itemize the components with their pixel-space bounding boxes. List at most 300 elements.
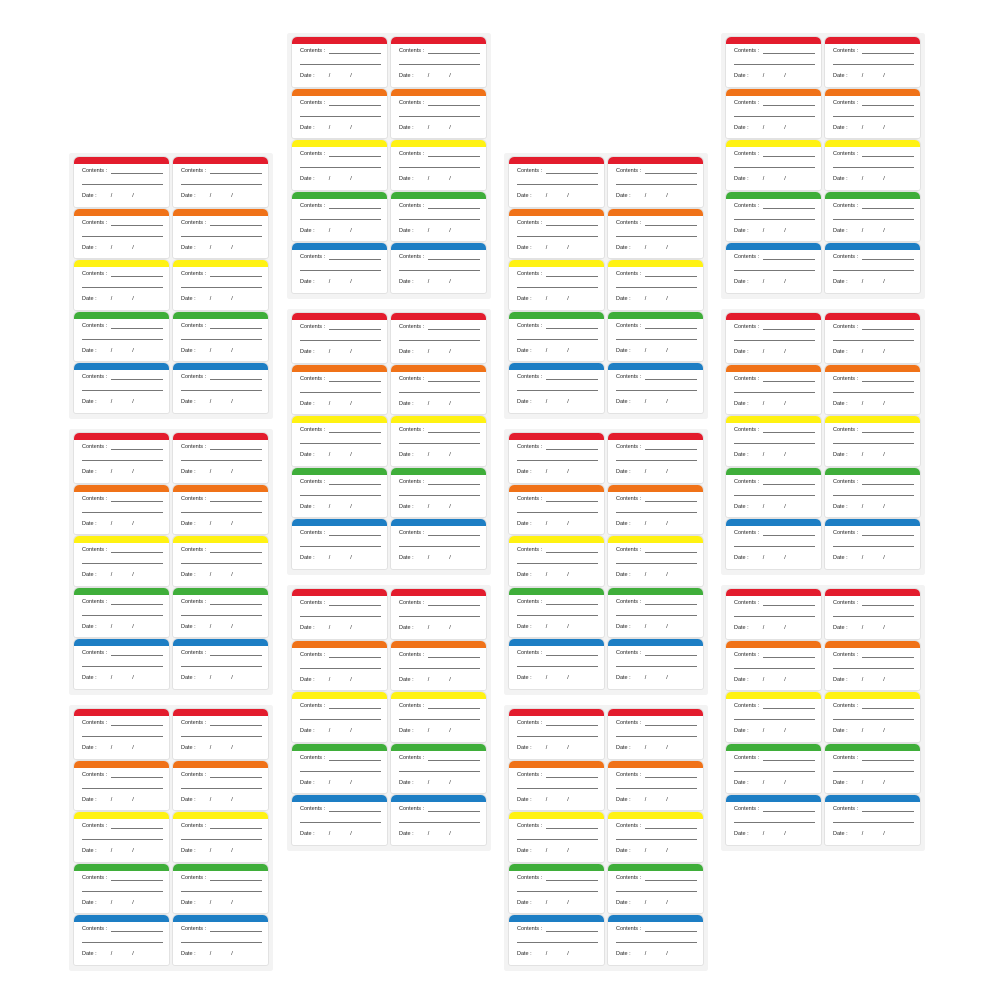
sticker-label — [508, 208, 605, 260]
date-separator: / — [545, 572, 548, 578]
contents-field — [833, 100, 914, 106]
contents-field — [517, 875, 598, 881]
contents-write-line — [763, 530, 815, 536]
contents-write-line — [428, 600, 480, 606]
contents-write-line — [329, 376, 381, 382]
label-row-yellow — [72, 535, 270, 587]
contents-second-line — [517, 563, 598, 564]
contents-label: Contents : — [181, 168, 207, 174]
date-separator: / — [545, 623, 548, 630]
date-label: Date : — [833, 728, 848, 734]
contents-second-line — [399, 668, 480, 669]
contents-label: Contents : — [517, 168, 543, 174]
date-label: Date : — [616, 675, 631, 681]
color-band — [509, 761, 604, 768]
date-separator: / — [110, 675, 113, 681]
contents-second-line — [399, 392, 480, 393]
color-band — [74, 915, 169, 922]
date-separator: / — [861, 831, 864, 837]
sticker-label — [73, 914, 170, 966]
sticker-label — [291, 36, 388, 88]
contents-label: Contents : — [399, 254, 425, 260]
date-label: Date : — [181, 399, 196, 405]
date-field — [833, 831, 914, 837]
contents-label: Contents : — [517, 823, 543, 829]
label-row-orange — [724, 88, 922, 140]
contents-label: Contents : — [734, 427, 760, 433]
contents-second-line — [833, 64, 914, 65]
contents-second-line — [616, 666, 697, 667]
date-field — [734, 780, 815, 786]
label-row-yellow — [290, 415, 488, 467]
contents-second-line — [399, 167, 480, 168]
date-separator: / — [449, 728, 451, 734]
contents-field — [82, 720, 163, 726]
date-field — [82, 572, 163, 578]
contents-field — [833, 324, 914, 330]
contents-write-line — [329, 324, 381, 330]
contents-label: Contents : — [734, 151, 760, 157]
date-separator: / — [567, 572, 569, 578]
date-separator: / — [110, 469, 113, 475]
label-sheet — [70, 154, 272, 418]
date-separator: / — [427, 555, 430, 561]
date-separator: / — [784, 831, 786, 837]
date-field — [616, 469, 697, 475]
sticker-label — [172, 638, 269, 690]
contents-field — [616, 444, 697, 450]
date-label: Date : — [181, 296, 196, 302]
color-band — [173, 157, 268, 164]
color-band — [391, 365, 486, 372]
label-sheet — [288, 586, 490, 850]
sticker-label — [725, 794, 822, 846]
contents-write-line — [111, 547, 163, 553]
contents-field — [399, 203, 480, 209]
date-label: Date : — [833, 779, 848, 786]
contents-field — [300, 479, 381, 485]
color-band — [74, 864, 169, 871]
color-band — [608, 209, 703, 216]
label-row-green — [290, 743, 488, 795]
date-separator: / — [666, 848, 668, 854]
contents-second-line — [399, 219, 480, 220]
date-separator: / — [784, 176, 786, 182]
contents-field — [300, 755, 381, 761]
date-label: Date : — [517, 745, 532, 751]
contents-field — [734, 48, 815, 54]
date-field — [616, 675, 697, 681]
contents-label: Contents : — [399, 530, 425, 536]
contents-label: Contents : — [517, 720, 543, 726]
contents-second-line — [399, 270, 480, 271]
contents-label: Contents : — [616, 598, 642, 605]
color-band — [726, 468, 821, 475]
color-band — [608, 709, 703, 716]
date-separator: / — [567, 347, 569, 354]
label-row-red — [72, 156, 270, 208]
sticker-label — [824, 640, 921, 692]
color-band — [509, 260, 604, 267]
date-label: Date : — [833, 400, 848, 407]
sticker-label — [508, 914, 605, 966]
date-field — [833, 555, 914, 561]
contents-label: Contents : — [517, 444, 543, 450]
contents-label: Contents : — [616, 926, 642, 932]
contents-second-line — [734, 64, 815, 65]
date-label: Date : — [734, 676, 749, 683]
contents-write-line — [546, 444, 598, 450]
color-band — [292, 744, 387, 751]
contents-second-line — [181, 287, 262, 288]
color-band — [74, 363, 169, 370]
label-row-green — [724, 191, 922, 243]
contents-label: Contents : — [181, 823, 207, 829]
contents-write-line — [111, 772, 163, 778]
date-separator: / — [644, 193, 647, 199]
color-band — [509, 812, 604, 819]
date-field — [300, 831, 381, 837]
date-separator: / — [209, 469, 212, 475]
color-band — [825, 89, 920, 96]
contents-second-line — [181, 512, 262, 513]
date-label: Date : — [616, 623, 631, 630]
date-separator: / — [427, 503, 430, 510]
contents-label: Contents : — [616, 495, 642, 502]
date-separator: / — [545, 193, 548, 199]
contents-write-line — [645, 168, 697, 174]
date-label: Date : — [517, 520, 532, 527]
date-separator: / — [427, 625, 430, 631]
date-separator: / — [545, 899, 548, 906]
contents-field — [734, 703, 815, 709]
sticker-label — [172, 362, 269, 414]
contents-field — [300, 530, 381, 536]
contents-field — [399, 324, 480, 330]
date-field — [82, 951, 163, 957]
sticker-label — [607, 535, 704, 587]
color-band — [173, 761, 268, 768]
date-separator: / — [644, 399, 647, 405]
date-label: Date : — [734, 779, 749, 786]
contents-second-line — [300, 219, 381, 220]
contents-second-line — [82, 891, 163, 892]
date-separator: / — [209, 399, 212, 405]
contents-second-line — [300, 719, 381, 720]
color-band — [74, 536, 169, 543]
contents-second-line — [300, 668, 381, 669]
contents-label: Contents : — [181, 495, 207, 502]
date-label: Date : — [616, 347, 631, 354]
date-field — [82, 848, 163, 854]
contents-label: Contents : — [833, 806, 859, 812]
color-band — [292, 641, 387, 648]
contents-second-line — [616, 460, 697, 461]
date-field — [82, 521, 163, 527]
contents-label: Contents : — [82, 168, 108, 174]
label-row-yellow — [507, 259, 705, 311]
color-band — [825, 692, 920, 699]
contents-field — [734, 806, 815, 812]
contents-second-line — [300, 546, 381, 547]
contents-field — [300, 324, 381, 330]
date-separator: / — [231, 244, 233, 251]
date-label: Date : — [399, 227, 414, 234]
contents-label: Contents : — [82, 271, 108, 277]
date-field — [833, 504, 914, 510]
contents-label: Contents : — [517, 874, 543, 881]
date-separator: / — [231, 347, 233, 354]
date-field — [616, 745, 697, 751]
sticker-label — [390, 588, 487, 640]
date-separator: / — [762, 779, 765, 786]
sticker-label — [607, 311, 704, 363]
contents-label: Contents : — [399, 478, 425, 485]
contents-field — [734, 600, 815, 606]
label-row-orange — [290, 364, 488, 416]
sticker-label — [824, 312, 921, 364]
sticker-label — [390, 139, 487, 191]
sticker-label — [508, 484, 605, 536]
color-band — [74, 157, 169, 164]
date-field — [517, 624, 598, 630]
contents-second-line — [82, 236, 163, 237]
date-separator: / — [449, 503, 451, 510]
contents-second-line — [734, 340, 815, 341]
date-separator: / — [567, 193, 569, 199]
date-label: Date : — [181, 469, 196, 475]
contents-field — [616, 875, 697, 881]
contents-write-line — [763, 151, 815, 157]
contents-write-line — [428, 100, 480, 106]
date-field — [300, 452, 381, 458]
label-row-blue — [724, 242, 922, 294]
contents-write-line — [111, 220, 163, 226]
date-separator: / — [449, 349, 451, 355]
sticker-label — [73, 484, 170, 536]
date-separator: / — [449, 176, 451, 182]
contents-field — [181, 444, 262, 450]
contents-write-line — [329, 652, 381, 658]
contents-label: Contents : — [300, 99, 326, 106]
date-label: Date : — [616, 745, 631, 751]
date-field — [734, 73, 815, 79]
date-label: Date : — [833, 176, 848, 182]
sticker-label — [725, 364, 822, 416]
date-separator: / — [784, 779, 786, 786]
contents-field — [399, 703, 480, 709]
date-field — [517, 745, 598, 751]
color-band — [391, 416, 486, 423]
contents-label: Contents : — [300, 600, 326, 606]
date-separator: / — [427, 728, 430, 734]
contents-label: Contents : — [181, 444, 207, 450]
color-band — [292, 192, 387, 199]
contents-label: Contents : — [517, 322, 543, 329]
contents-second-line — [517, 736, 598, 737]
contents-label: Contents : — [300, 703, 326, 709]
contents-write-line — [546, 650, 598, 656]
contents-write-line — [111, 650, 163, 656]
sticker-label — [725, 467, 822, 519]
contents-label: Contents : — [181, 271, 207, 277]
contents-write-line — [329, 703, 381, 709]
date-field — [616, 348, 697, 354]
date-separator: / — [231, 848, 233, 854]
date-separator: / — [567, 796, 569, 803]
date-field — [399, 73, 480, 79]
contents-field — [734, 254, 815, 260]
date-field — [300, 401, 381, 407]
date-field — [300, 555, 381, 561]
contents-field — [833, 254, 914, 260]
contents-second-line — [616, 563, 697, 564]
date-separator: / — [132, 796, 134, 803]
contents-write-line — [862, 530, 914, 536]
date-separator: / — [427, 400, 430, 407]
date-separator: / — [449, 73, 451, 79]
date-separator: / — [328, 503, 331, 510]
sticker-label — [508, 311, 605, 363]
contents-second-line — [734, 167, 815, 168]
date-separator: / — [567, 745, 569, 751]
date-separator: / — [644, 848, 647, 854]
color-band — [608, 260, 703, 267]
date-separator: / — [427, 831, 430, 837]
contents-label: Contents : — [616, 219, 642, 226]
color-band — [608, 812, 703, 819]
contents-label: Contents : — [833, 651, 859, 658]
date-field — [181, 951, 262, 957]
sticker-label — [824, 743, 921, 795]
date-label: Date : — [82, 572, 97, 578]
date-separator: / — [666, 675, 668, 681]
contents-write-line — [763, 48, 815, 54]
contents-write-line — [329, 806, 381, 812]
contents-second-line — [833, 495, 914, 496]
contents-write-line — [645, 323, 697, 329]
contents-second-line — [181, 788, 262, 789]
date-label: Date : — [517, 796, 532, 803]
date-label: Date : — [833, 279, 848, 285]
date-separator: / — [110, 296, 113, 302]
sticker-label — [291, 518, 388, 570]
date-label: Date : — [833, 625, 848, 631]
contents-second-line — [616, 236, 697, 237]
contents-second-line — [517, 891, 598, 892]
contents-field — [734, 755, 815, 761]
contents-label: Contents : — [833, 254, 859, 260]
color-band — [173, 864, 268, 871]
date-separator: / — [784, 452, 786, 458]
color-band — [391, 692, 486, 699]
sticker-label — [172, 760, 269, 812]
color-band — [292, 313, 387, 320]
contents-second-line — [82, 615, 163, 616]
sticker-label — [291, 139, 388, 191]
contents-second-line — [300, 443, 381, 444]
contents-second-line — [181, 736, 262, 737]
color-band — [391, 795, 486, 802]
date-label: Date : — [300, 176, 315, 182]
date-field — [833, 349, 914, 355]
contents-write-line — [111, 374, 163, 380]
color-band — [173, 536, 268, 543]
label-row-blue — [507, 638, 705, 690]
color-band — [292, 243, 387, 250]
date-field — [616, 521, 697, 527]
date-separator: / — [567, 675, 569, 681]
date-label: Date : — [300, 503, 315, 510]
contents-label: Contents : — [833, 703, 859, 709]
date-separator: / — [861, 779, 864, 786]
label-row-red — [290, 588, 488, 640]
color-band — [608, 761, 703, 768]
contents-field — [300, 806, 381, 812]
sticker-label — [390, 312, 487, 364]
color-band — [292, 365, 387, 372]
contents-second-line — [616, 184, 697, 185]
contents-field — [734, 151, 815, 157]
color-band — [509, 709, 604, 716]
contents-second-line — [82, 339, 163, 340]
contents-second-line — [734, 771, 815, 772]
date-field — [517, 900, 598, 906]
contents-write-line — [111, 496, 163, 502]
date-separator: / — [231, 623, 233, 630]
contents-second-line — [616, 287, 697, 288]
contents-second-line — [399, 719, 480, 720]
date-label: Date : — [616, 572, 631, 578]
contents-field — [82, 875, 163, 881]
contents-write-line — [862, 755, 914, 761]
contents-second-line — [517, 287, 598, 288]
date-separator: / — [328, 728, 331, 734]
contents-write-line — [111, 168, 163, 174]
contents-field — [82, 547, 163, 553]
contents-second-line — [833, 340, 914, 341]
contents-second-line — [517, 666, 598, 667]
contents-label: Contents : — [616, 874, 642, 881]
date-field — [616, 624, 697, 630]
contents-label: Contents : — [833, 754, 859, 761]
date-separator: / — [132, 623, 134, 630]
color-band — [608, 312, 703, 319]
date-label: Date : — [399, 124, 414, 131]
label-row-blue — [724, 518, 922, 570]
label-row-red — [290, 312, 488, 364]
contents-second-line — [300, 771, 381, 772]
date-separator: / — [110, 951, 113, 957]
contents-second-line — [734, 495, 815, 496]
sticker-label — [508, 863, 605, 915]
sticker-label — [73, 811, 170, 863]
date-label: Date : — [734, 124, 749, 131]
contents-write-line — [645, 374, 697, 380]
date-field — [82, 624, 163, 630]
contents-label: Contents : — [399, 375, 425, 382]
contents-field — [517, 547, 598, 553]
date-label: Date : — [300, 625, 315, 631]
color-band — [825, 744, 920, 751]
contents-second-line — [181, 891, 262, 892]
contents-write-line — [645, 271, 697, 277]
date-separator: / — [449, 779, 451, 786]
date-label: Date : — [82, 623, 97, 630]
contents-write-line — [546, 772, 598, 778]
contents-second-line — [300, 64, 381, 65]
sticker-label — [172, 311, 269, 363]
